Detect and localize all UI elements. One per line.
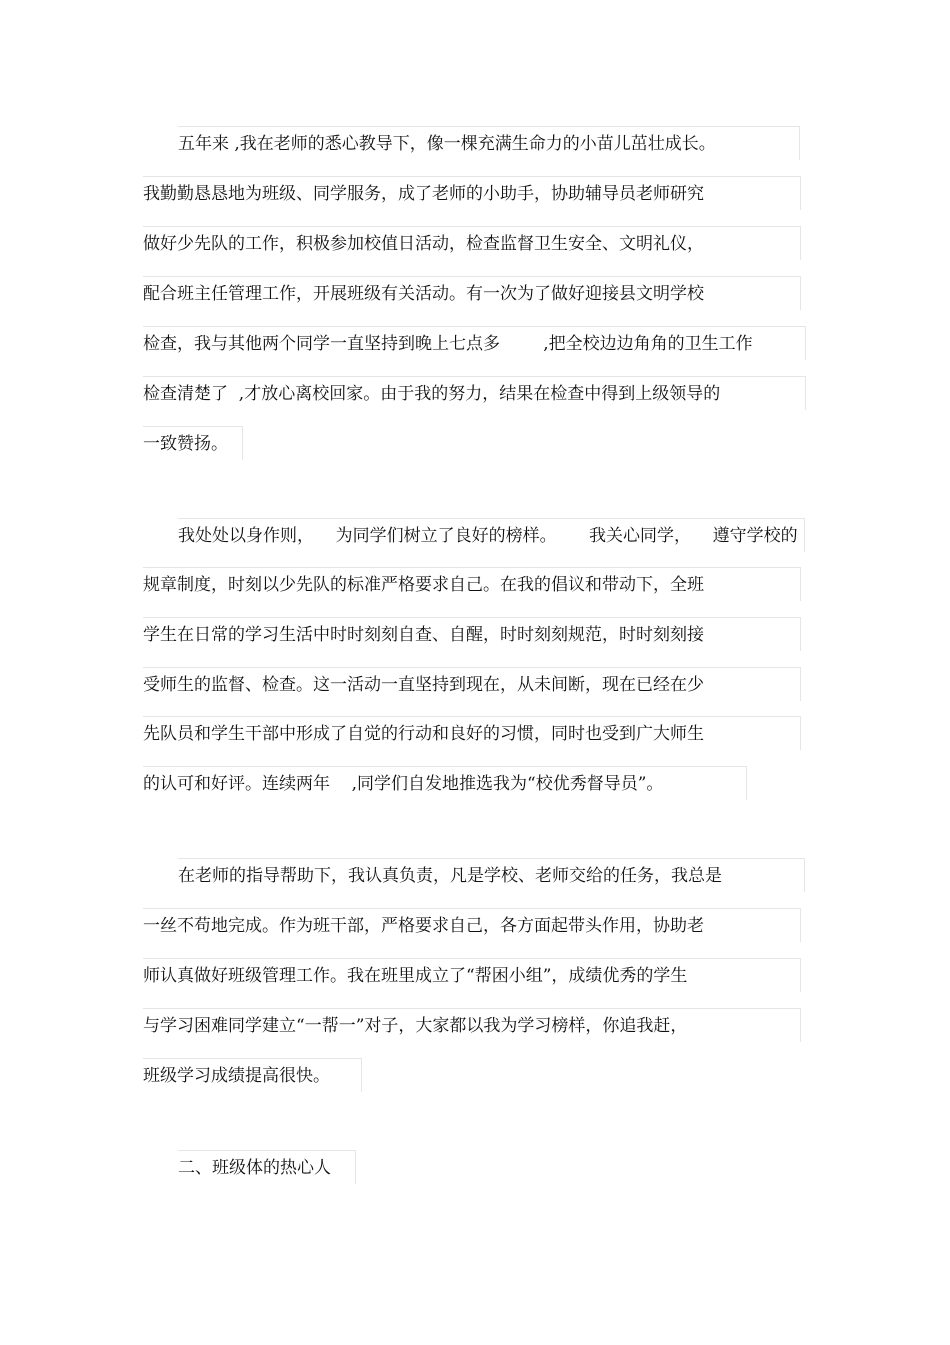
paragraph-2-line-3: 学生在日常的学习生活中时时刻刻自查、自醒，时时刻刻规范，时时刻刻接	[143, 617, 801, 651]
paragraph-2-line-5: 先队员和学生干部中形成了自觉的行动和良好的习惯，同时也受到广大师生	[143, 716, 801, 750]
paragraph-1-line-5: 检查，我与其他两个同学一直坚持到晚上七点多 ,把全校边边角角的卫生工作	[143, 326, 806, 360]
paragraph-2-line-2: 规章制度，时刻以少先队的标准严格要求自己。在我的倡议和带动下，全班	[143, 567, 801, 601]
paragraph-1-line-7: 一致赞扬。	[143, 426, 243, 460]
paragraph-3-line-5: 班级学习成绩提高很快。	[143, 1058, 362, 1092]
paragraph-2-line-4: 受师生的监督、检查。这一活动一直坚持到现在，从未间断，现在已经在少	[143, 667, 801, 701]
paragraph-1-line-3: 做好少先队的工作，积极参加校值日活动，检查监督卫生安全、文明礼仪，	[143, 226, 801, 260]
paragraph-3-line-4: 与学习困难同学建立“一帮一”对子，大家都以我为学习榜样，你追我赶，	[143, 1008, 801, 1042]
paragraph-1-line-2: 我勤勤恳恳地为班级、同学服务，成了老师的小助手，协助辅导员老师研究	[143, 176, 801, 210]
paragraph-3-line-1: 在老师的指导帮助下，我认真负责，凡是学校、老师交给的任务，我总是	[178, 858, 805, 892]
section-heading: 二、班级体的热心人	[178, 1150, 356, 1184]
paragraph-1-line-1: 五年来 ,我在老师的悉心教导下，像一棵充满生命力的小苗儿茁壮成长。	[178, 126, 800, 160]
paragraph-1-line-4: 配合班主任管理工作，开展班级有关活动。有一次为了做好迎接县文明学校	[143, 276, 801, 310]
paragraph-2-line-6: 的认可和好评。连续两年 ,同学们自发地推选我为“校优秀督导员”。	[143, 766, 747, 800]
paragraph-3-line-2: 一丝不苟地完成。作为班干部，严格要求自己，各方面起带头作用，协助老	[143, 908, 801, 942]
paragraph-3-line-3: 师认真做好班级管理工作。我在班里成立了“帮困小组”，成绩优秀的学生	[143, 958, 801, 992]
paragraph-1-line-6: 检查清楚了 ,才放心离校回家。由于我的努力，结果在检查中得到上级领导的	[143, 376, 806, 410]
paragraph-2-line-1: 我处处以身作则， 为同学们树立了良好的榜样。 我关心同学， 遵守学校的	[178, 518, 805, 552]
